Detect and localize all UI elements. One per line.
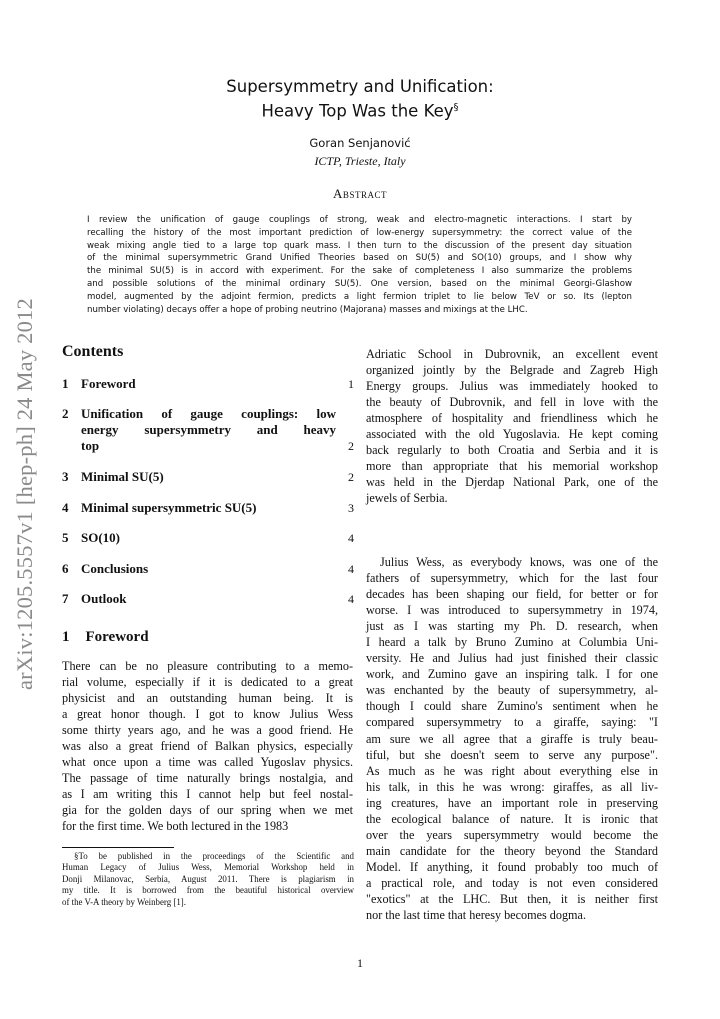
toc-entry[interactable] xyxy=(62,376,358,392)
body-text-line: tiful, but she doesn't seem to serve any purpose". xyxy=(366,747,658,762)
author-name: Goran Senjanović xyxy=(309,136,411,150)
body-text-line: There can be no pleasure contributing to a memo- xyxy=(62,659,353,673)
toc-entry[interactable] xyxy=(62,591,358,607)
section-heading-foreword xyxy=(62,629,149,646)
body-text-line: am sure we all agree that a giraffe is truly beau- xyxy=(366,731,658,746)
body-text-line: associated with the old Yugoslavia. He kept coming xyxy=(366,427,658,442)
toc-entry-title: Foreword xyxy=(81,376,136,391)
body-text-line: as I am writing this I cannot help but feel nostal- xyxy=(62,787,353,802)
toc-entry[interactable] xyxy=(62,500,358,516)
toc-entry-title: top xyxy=(81,438,100,453)
toc-entry-number: 3 xyxy=(62,469,69,484)
body-text-line: back regularly to both Croatia and Serbia and it is xyxy=(366,443,658,458)
body-text-line: nor the last time that heresy becomes dogma. xyxy=(366,908,586,923)
paper-title-line-2 xyxy=(140,97,580,122)
toc-entry-page: 4 xyxy=(348,562,354,576)
body-text-line: Adriatic School in Dubrovnik, an excellent event xyxy=(366,347,658,361)
abstract-line: the minimal SU(5) is in accord with experiment. For the sake of completeness I also summarize the problems xyxy=(87,266,632,277)
body-text-line: organized jointly by the Belgrade and Zagreb High xyxy=(366,363,658,378)
toc-entry-page: 2 xyxy=(348,470,354,484)
contents-heading: Contents xyxy=(62,343,124,360)
body-text-line: fathers of supersymmetry, which for the last four xyxy=(366,571,658,586)
body-text-line: his talk, in this he was wrong: giraffes, as all liv- xyxy=(366,779,658,794)
body-text-line: Model. If anything, it found probably too much of xyxy=(366,859,658,874)
body-text-line: rial volume, especially if it is dedicated to a great xyxy=(62,675,353,690)
body-text-line: what once upon a time was called Yugoslav physics. xyxy=(62,755,353,770)
toc-entry-title: Conclusions xyxy=(81,561,149,576)
toc-entry-page: 1 xyxy=(348,377,354,391)
body-text-line: physicist and an outstanding human being. It is xyxy=(62,691,353,706)
abstract-line: recalling the history of the most important prediction of low-energy supersymmetry: the correct value of the xyxy=(87,227,632,238)
footnote-line: of the V-A theory by Weinberg [1]. xyxy=(62,896,186,907)
body-text-line: some thirty years ago, and he was a good friend. He xyxy=(62,723,353,738)
toc-entry-page: 3 xyxy=(348,501,354,515)
body-text-line: atmosphere of hospitality and friendliness which he xyxy=(366,411,658,426)
section-title: Foreword xyxy=(85,629,149,645)
abstract-line: and possible solutions of the minimal ordinary SU(5). One version, based on the minimal Georgi-Glashow xyxy=(87,278,632,289)
body-text-line: over the years supersymmetry would become the xyxy=(366,827,658,842)
foreword-paragraph-right-1 xyxy=(366,346,658,506)
paper-title-line-1: Supersymmetry and Unification: xyxy=(226,77,494,96)
toc-entry-page: 2 xyxy=(348,439,354,453)
footnote-line: §To be published in the proceedings of the Scientific and xyxy=(74,851,354,861)
body-text-line: versity. He and Julius had just finished their classic xyxy=(366,651,658,666)
arxiv-identifier-stamp: arXiv:1205.5557v1 [hep-ph] 24 May 2012 xyxy=(12,298,37,690)
toc-entry[interactable] xyxy=(62,406,358,454)
toc-entry-number: 7 xyxy=(62,591,69,606)
body-text-line: Julius Wess, as everybody knows, was one of the xyxy=(380,555,658,569)
body-text-line: As much as he was right about everything else in xyxy=(366,763,658,778)
body-text-line: worse. I was introduced to supersymmetry in 1974, xyxy=(366,603,658,618)
toc-entry[interactable] xyxy=(62,530,358,546)
footnote-line: Donji Milanovac, Serbia, August 2011. There is plagiarism in xyxy=(62,873,354,884)
body-text-line: more than appropriate that his memorial workshop xyxy=(366,459,658,474)
toc-entry-page: 4 xyxy=(348,531,354,545)
body-text-line: Energy groups. Julius was immediately hooked to xyxy=(366,379,658,394)
body-text-line: for the first time. We both lectured in the 1983 xyxy=(62,819,289,834)
body-text-line: was enchanted by the beauty of supersymmetry, al- xyxy=(366,683,658,698)
body-text-line: the beauty of Dubrovnik, and fell in love with the xyxy=(366,395,658,410)
toc-entry-title: SO(10) xyxy=(81,530,120,545)
toc-entry-title: Unification of gauge couplings: low xyxy=(81,406,336,421)
abstract-line: I review the unification of gauge couplings of strong, weak and electro-magnetic interactions. I start by xyxy=(87,215,632,225)
toc-entry-title: energy supersymmetry and heavy xyxy=(81,422,336,437)
toc-entry-number: 2 xyxy=(62,406,69,421)
footnote-line: Human Legacy of Julius Wess, Memorial Workshop held in xyxy=(62,862,354,873)
abstract-line: number violating) decays offer a hope of probing neutrino (Majorana) masses and mixings at the LHC. xyxy=(87,304,528,315)
body-text-line: work, and Zumino gave an inspiring talk. I for one xyxy=(366,667,658,682)
title-text: Heavy Top Was the Key xyxy=(261,101,454,121)
body-text-line: gia for the golden days of our spring when we met xyxy=(62,803,353,818)
page-number: 1 xyxy=(357,956,363,970)
body-text-line: a great honor though. I got to know Julius Wess xyxy=(62,707,353,722)
toc-entry-title: Minimal supersymmetric SU(5) xyxy=(81,500,257,515)
body-text-line: decades has been shaping our field, for better or for xyxy=(366,587,658,602)
toc-entry-page: 4 xyxy=(348,592,354,606)
abstract-line: of the minimal supersymmetric Grand Unified Theories based on SU(5) and SO(10) groups, and I show why xyxy=(87,253,632,264)
body-text-line: main candidate for the theory beyond the Standard xyxy=(366,843,658,858)
toc-entry-number: 6 xyxy=(62,561,69,576)
body-text-line: I heard a talk by Bruno Zumino at Columbia Uni- xyxy=(366,635,658,650)
body-text-line: a practical role, and today is not even considered xyxy=(366,875,658,890)
title-footnote xyxy=(62,851,354,908)
body-text-line: just as I was starting my Ph. D. research, when xyxy=(366,619,658,634)
body-text-line: jewels of Serbia. xyxy=(366,491,448,506)
body-text-line: was also a great friend of Balkan physics, especially xyxy=(62,739,353,754)
abstract-heading: Abstract xyxy=(333,186,387,201)
body-text-line: though I could share Zumino's sentiment when he xyxy=(366,699,658,714)
title-footnote-mark: § xyxy=(453,102,459,113)
section-number: 1 xyxy=(62,629,70,645)
body-text-line: compared supersymmetry to a giraffe, saying: "I xyxy=(366,715,658,730)
footnote-line: my title. It is borrowed from the beautiful historical overview xyxy=(62,885,354,896)
author-affiliation: ICTP, Trieste, Italy xyxy=(314,154,406,168)
toc-entry[interactable] xyxy=(62,561,358,577)
abstract-body xyxy=(87,214,632,316)
toc-entry-number: 1 xyxy=(62,376,69,391)
abstract-line: model, augmented by the adjoint fermion, predicts a light fermion triplet to lie below TeV or so. Its (lepton xyxy=(87,291,632,302)
toc-entry-title: Minimal SU(5) xyxy=(81,469,164,484)
body-text-line: "exotics" at the LHC. But then, it is neither first xyxy=(366,891,658,906)
body-text-line: the ecological balance of nature. It is ironic that xyxy=(366,811,658,826)
foreword-paragraph-right-2 xyxy=(366,554,658,923)
body-text-line: was held in the Djerdap National Park, one of the xyxy=(366,475,658,490)
body-text-line: The passage of time naturally brings nostalgia, and xyxy=(62,771,353,786)
body-text-line: ing creatures, have an important role in preserving xyxy=(366,795,658,810)
toc-entry[interactable] xyxy=(62,469,358,485)
toc-entry-number: 4 xyxy=(62,500,69,515)
abstract-line: weak mixing angle tied to a large top quark mass. I then turn to the discussion of the present day situation xyxy=(87,240,632,251)
footnote-rule xyxy=(62,847,174,848)
toc-entry-title: Outlook xyxy=(81,591,127,606)
toc-entry-number: 5 xyxy=(62,530,69,545)
foreword-paragraph-left xyxy=(62,658,353,835)
